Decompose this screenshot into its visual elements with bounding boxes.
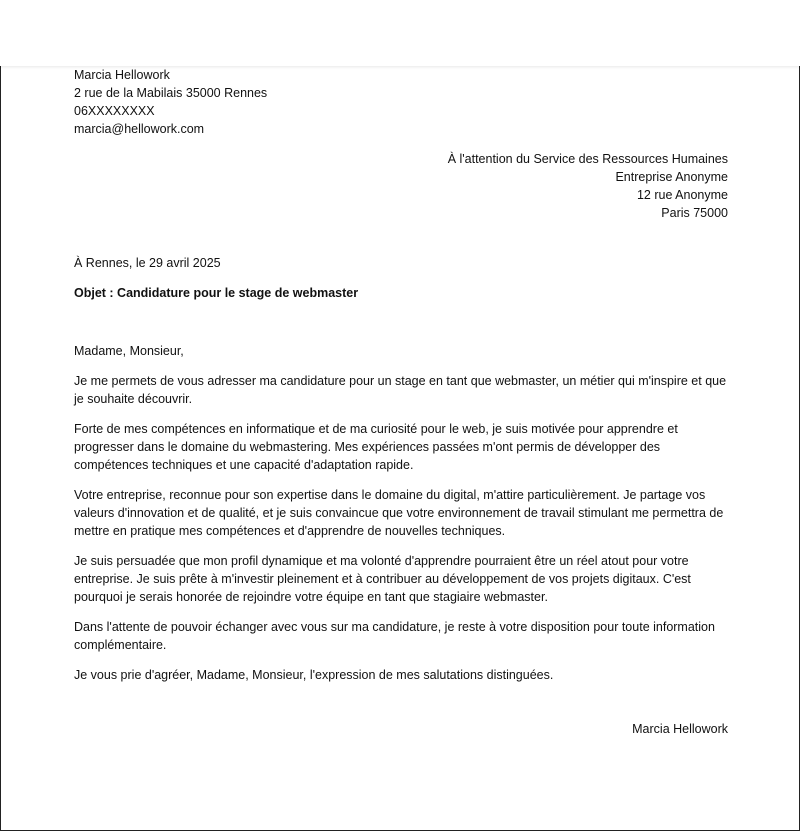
paragraph-skills: Forte de mes compétences en informatique et de ma curiosité pour le web, je suis motivée pour apprendre et progresser dans le domaine du webmastering. Mes expériences passées m'ont permis de développer des compétences techniques et une capacité d'adaptation rapide. — [74, 422, 678, 472]
letter-date: À Rennes, le 29 avril 2025 — [74, 256, 221, 270]
sender-phone: 06XXXXXXXX — [74, 104, 155, 118]
recipient-attention: À l'attention du Service des Ressources Humaines — [447, 152, 728, 166]
recipient-company: Entreprise Anonyme — [615, 170, 728, 184]
top-toolbar — [0, 0, 800, 66]
sender-block — [74, 66, 728, 138]
recipient-block — [74, 150, 728, 222]
letter-signature: Marcia Hellowork — [632, 722, 728, 736]
recipient-street: 12 rue Anonyme — [636, 188, 728, 202]
paragraph-intro: Je me permets de vous adresser ma candidature pour un stage en tant que webmaster, un métier qui m'inspire et que je souhaite découvrir. — [74, 374, 727, 406]
sender-address: 2 rue de la Mabilais 35000 Rennes — [74, 86, 268, 100]
letter-greeting: Madame, Monsieur, — [74, 344, 184, 358]
paragraph-closing: Je vous prie d'agréer, Madame, Monsieur, l'expression de mes salutations distinguées. — [74, 668, 554, 682]
sender-name: Marcia Hellowork — [74, 68, 170, 82]
paragraph-company: Votre entreprise, reconnue pour son expertise dans le domaine du digital, m'attire particulièrement. Je partage vos valeurs d'innovation et de qualité, et je suis convaincue que votre environnement de travail stimulant me permettra de mettre en pratique mes compétences et d'apprendre de nouvelles techniques. — [74, 488, 724, 538]
letter-page — [0, 66, 800, 831]
paragraph-profile: Je suis persuadée que mon profil dynamique et ma volonté d'apprendre pourraient être un réel atout pour votre entreprise. Je suis prête à m'investir pleinement et à contribuer au développement de vos projets digitaux. C'est pourquoi je serais honorée de rejoindre votre équipe en tant que stagiaire webmaster. — [74, 554, 691, 604]
letter-content — [74, 66, 728, 738]
letter-subject: Objet : Candidature pour le stage de webmaster — [74, 286, 359, 300]
sender-email: marcia@hellowork.com — [74, 122, 205, 136]
paragraph-availability: Dans l'attente de pouvoir échanger avec vous sur ma candidature, je reste à votre disposition pour toute information complémentaire. — [74, 620, 715, 652]
recipient-city: Paris 75000 — [661, 206, 728, 220]
